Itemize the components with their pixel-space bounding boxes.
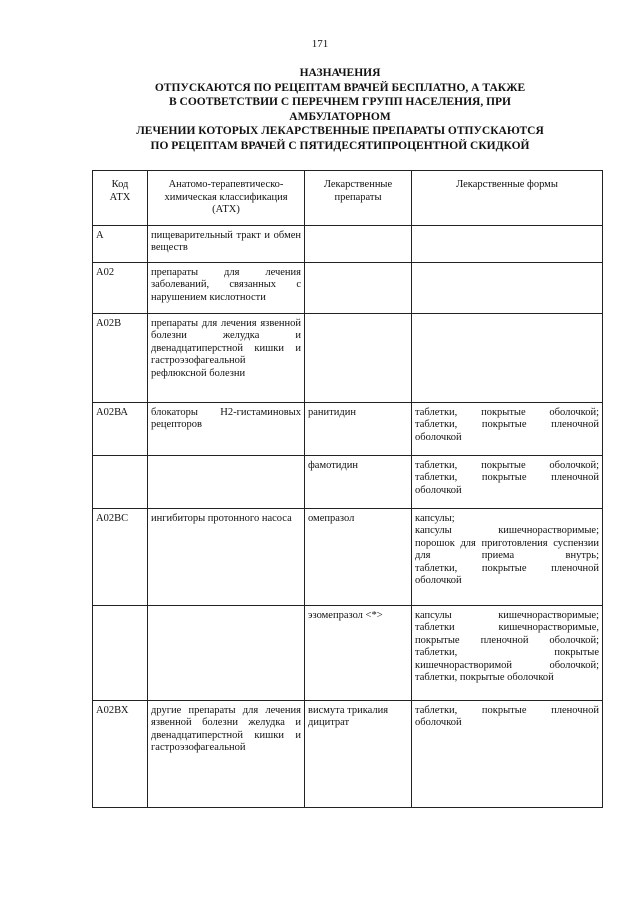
dosage-forms-cell bbox=[412, 455, 603, 508]
drug-table bbox=[92, 170, 603, 808]
dosage-forms-cell bbox=[412, 508, 603, 605]
dosage-forms-cell bbox=[412, 605, 603, 700]
dosage-form-item: капсулы; bbox=[415, 512, 455, 524]
page-number: 171 bbox=[311, 38, 329, 50]
header-dosage-forms: Лекарственные формы bbox=[412, 171, 603, 226]
atc-code-cell bbox=[93, 455, 148, 508]
table-row bbox=[93, 605, 603, 700]
drug-name-cell bbox=[305, 262, 412, 313]
table-row bbox=[93, 508, 603, 605]
document-heading bbox=[60, 66, 620, 153]
dosage-form-item: капсулы кишечнорастворимые; bbox=[415, 609, 599, 621]
drug-name-cell: фамотидин bbox=[305, 455, 412, 508]
atc-classification-cell bbox=[148, 455, 305, 508]
dosage-forms-cell bbox=[412, 225, 603, 262]
header-atc-classification: Анатомо-терапевтическо- химическая классификация (АТХ) bbox=[148, 171, 305, 226]
atc-code-cell: А bbox=[93, 225, 148, 262]
atc-code-cell: А02 bbox=[93, 262, 148, 313]
atc-classification-cell: препараты для лечения заболеваний, связанных с нарушением кислотности bbox=[148, 262, 305, 313]
atc-code-cell: А02ВА bbox=[93, 402, 148, 455]
dosage-forms-cell bbox=[412, 313, 603, 402]
dosage-form-item: капсулы кишечнорастворимые; bbox=[415, 525, 599, 536]
dosage-form-item: таблетки, покрытые пленочной оболочкой bbox=[415, 472, 599, 496]
heading-line: ЛЕЧЕНИИ КОТОРЫХ ЛЕКАРСТВЕННЫЕ ПРЕПАРАТЫ ОТПУСКАЮТСЯ bbox=[136, 125, 544, 137]
atc-code-cell: А02В bbox=[93, 313, 148, 402]
dosage-form-item: таблетки, покрытые оболочкой bbox=[415, 672, 554, 683]
dosage-form-item: таблетки, покрытые оболочкой; bbox=[415, 459, 599, 471]
table-header-row bbox=[93, 171, 603, 226]
atc-classification-cell: другие препараты для лечения язвенной болезни желудка и двенадцатиперстной кишки и гастроэзофагеальной bbox=[148, 700, 305, 807]
dosage-form-item: таблетки, покрытые оболочкой; bbox=[415, 406, 599, 418]
drug-name-cell: эзомепразол <*> bbox=[305, 605, 412, 700]
atc-code-cell bbox=[93, 605, 148, 700]
drug-name-cell bbox=[305, 313, 412, 402]
heading-line: ОТПУСКАЮТСЯ ПО РЕЦЕПТАМ ВРАЧЕЙ БЕСПЛАТНО, А ТАКЖЕ bbox=[154, 81, 526, 94]
atc-classification-cell: препараты для лечения язвенной болезни желудка и двенадцатиперстной кишки и гастроэзофагеальной рефлюксной болезни bbox=[148, 313, 305, 402]
drug-name-cell: омепразол bbox=[305, 508, 412, 605]
header-drugs: Лекарственные препараты bbox=[305, 171, 412, 226]
table-row bbox=[93, 700, 603, 807]
dosage-forms-cell bbox=[412, 700, 603, 807]
header-atc-code: Код АТХ bbox=[93, 171, 148, 226]
table-row bbox=[93, 262, 603, 313]
heading-line: В СООТВЕТСТВИИ С ПЕРЕЧНЕМ ГРУПП НАСЕЛЕНИЯ, ПРИ bbox=[169, 96, 511, 108]
dosage-forms-cell bbox=[412, 262, 603, 313]
table-row bbox=[93, 313, 603, 402]
dosage-form-item: таблетки, покрытые пленочной оболочкой bbox=[415, 419, 599, 443]
dosage-form-item: порошок для приготовления суспензии для приема внутрь; bbox=[415, 537, 599, 561]
atc-code-cell: А02ВХ bbox=[93, 700, 148, 807]
dosage-form-item: таблетки, покрытые пленочной оболочкой bbox=[415, 704, 599, 728]
dosage-form-item: таблетки, покрытые пленочной оболочкой bbox=[415, 562, 599, 586]
heading-line: АМБУЛАТОРНОМ bbox=[289, 110, 391, 123]
table-row bbox=[93, 455, 603, 508]
drug-name-cell bbox=[305, 225, 412, 262]
table-row bbox=[93, 402, 603, 455]
atc-classification-cell: ингибиторы протонного насоса bbox=[148, 508, 305, 605]
atc-classification-cell: блокаторы Н2-гистаминовых рецепторов bbox=[148, 402, 305, 455]
drug-name-cell: висмута трикалия дицитрат bbox=[305, 700, 412, 807]
heading-line: ПО РЕЦЕПТАМ ВРАЧЕЙ С ПЯТИДЕСЯТИПРОЦЕНТНОЙ СКИДКОЙ bbox=[150, 139, 530, 152]
atc-code-cell: А02ВС bbox=[93, 508, 148, 605]
dosage-form-item: таблетки, покрытые кишечнорастворимой оболочкой; bbox=[415, 647, 599, 671]
dosage-form-item: таблетки кишечнорастворимые, покрытые пленочной оболочкой; bbox=[415, 622, 599, 646]
table-body bbox=[93, 225, 603, 807]
atc-classification-cell bbox=[148, 605, 305, 700]
dosage-forms-cell bbox=[412, 402, 603, 455]
table-row bbox=[93, 225, 603, 262]
atc-classification-cell: пищеварительный тракт и обмен веществ bbox=[148, 225, 305, 262]
heading-line: НАЗНАЧЕНИЯ bbox=[299, 67, 381, 79]
drug-name-cell: ранитидин bbox=[305, 402, 412, 455]
